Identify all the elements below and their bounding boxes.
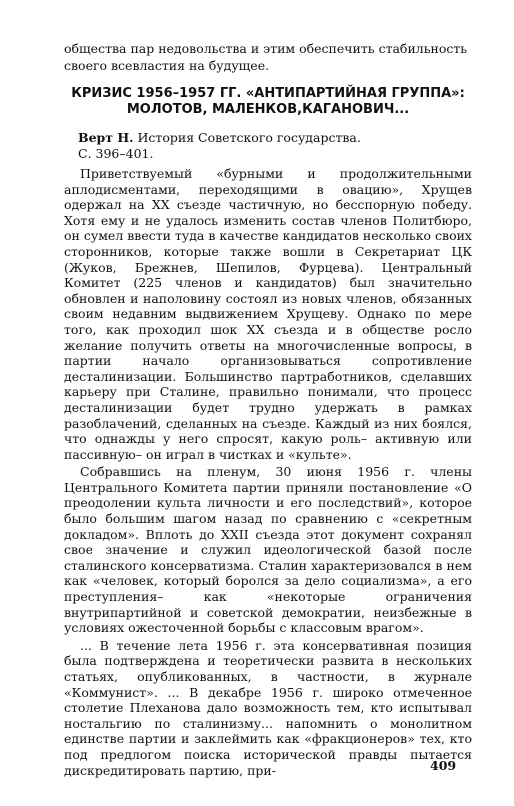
source-pages: С. 396–401. bbox=[78, 146, 154, 161]
section-title bbox=[64, 86, 472, 118]
source-citation bbox=[78, 130, 472, 162]
body-paragraph-3: ... В течение лета 1956 г. эта консервативная позиция была подтверждена и теоретически развита в нескольких статьях, опубликованных, в частности, в журнале «Коммунист». ... В декабре 1956 г. широко отмеченное столетие Плеханова дало возможность тем, кто испытывал ностальгию по сталинизму... напомнить о монолитном единстве партии и заклеймить как «фракционеров» тех, кто под предлогом поиска исторической правды пытается дискредитировать партию, при- bbox=[64, 637, 472, 778]
body-text bbox=[64, 166, 472, 780]
page-number: 409 bbox=[430, 758, 457, 773]
section-title-line-2: МОЛОТОВ, МАЛЕНКОВ,КАГАНОВИЧ... bbox=[126, 102, 410, 117]
source-title: История Советского государства. bbox=[137, 130, 361, 145]
body-paragraph-2: Собравшись на пленум, 30 июня 1956 г. члены Центрального Комитета партии приняли постановление «О преодолении культа личности и его последствий», которое было большим шагом назад по сравнению с «секретным докладом». Вплоть до XXII съезда этот документ сохранял свое значение и служил идеологической базой после сталинского консерватизма. Сталин характеризовался в нем как «человек, который боролся за дело социализма», а его преступления– как «некоторые ограничения внутрипартийной и советской демократии, неизбежные в условиях ожесточенной борьбы с классовым врагом». bbox=[64, 464, 472, 636]
section-title-line-1: КРИЗИС 1956–1957 ГГ. «АНТИПАРТИЙНАЯ ГРУППА»: bbox=[71, 86, 465, 101]
body-paragraph-1: Приветствуемый «бурными и продолжительными аплодисментами, переходящими в овацию», Хрущев одержал на XX съезде частичную, но бесспорную победу. Хотя ему и не удалось изменить состав членов Политбюро, он сумел ввести туда в качестве кандидатов несколько своих сторонников, которые также вошли в Секретариат ЦК (Жуков, Брежнев, Шепилов, Фурцева). Центральный Комитет (225 членов и кандидатов) был значительно обновлен и наполовину состоял из новых членов, обязанных своим недавним выдвижением Хрущеву. Однако по мере того, как проходил шок XX съезда и в обществе росло желание получить ответы на многочисленные вопросы, в партии начало организовываться сопротивление десталинизации. Большинство партработников, сделавших карьеру при Сталине, правильно понимали, что процесс десталинизации будет трудно удержать в рамках разоблачений, сделанных на съезде. Каждый из них боялся, что однажды у него спросят, какую роль– активную или пассивную– он играл в чистках и «культе». bbox=[64, 166, 472, 462]
source-author: Верт Н. bbox=[78, 130, 134, 145]
intro-paragraph: общества пар недовольства и этим обеспечить стабильность своего всевластия на будущее. bbox=[64, 41, 468, 73]
